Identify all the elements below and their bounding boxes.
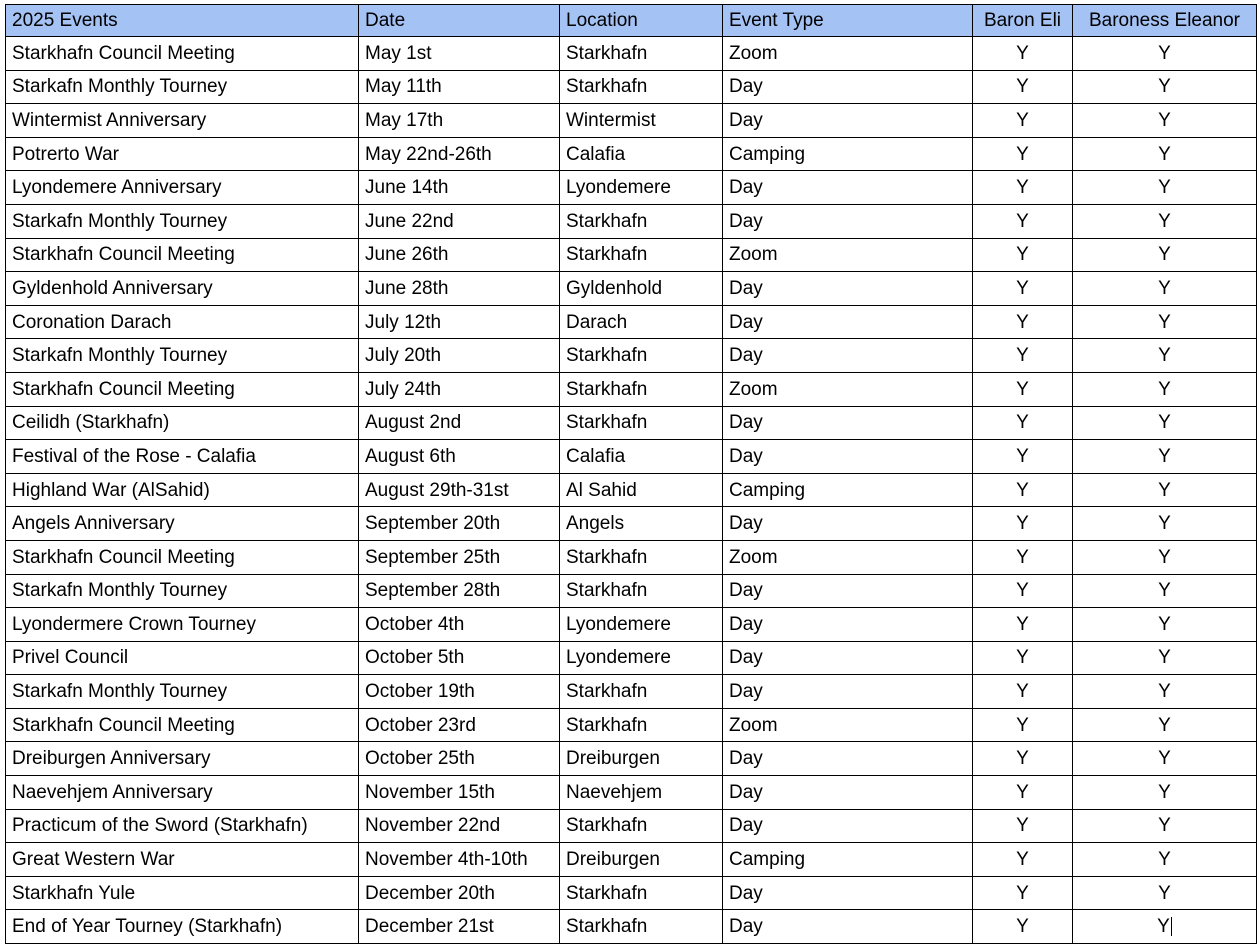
table-row [6,876,1257,910]
baron-eli-cell[interactable]: Y [973,473,1073,507]
event-type-cell[interactable]: Day [723,70,973,104]
event-cell[interactable]: Practicum of the Sword (Starkhafn) [6,809,359,843]
baroness-eleanor-cell[interactable]: Y [1073,843,1257,877]
baroness-eleanor-cell[interactable]: Y [1073,540,1257,574]
date-cell[interactable]: September 28th [359,574,560,608]
baroness-eleanor-cell[interactable]: Y [1073,171,1257,205]
header-cell-date[interactable]: Date [359,5,560,37]
baron-eli-cell[interactable]: Y [973,708,1073,742]
date-cell[interactable]: September 20th [359,507,560,541]
table-row [6,305,1257,339]
baroness-eleanor-cell[interactable]: Y [1073,675,1257,709]
baron-eli-cell[interactable]: Y [973,204,1073,238]
location-cell[interactable]: Starkhafn [560,708,723,742]
event-cell[interactable]: Potrerto War [6,137,359,171]
event-cell[interactable]: End of Year Tourney (Starkhafn) [6,910,359,944]
header-cell-location[interactable]: Location [560,5,723,37]
event-cell[interactable]: Starkhafn Council Meeting [6,540,359,574]
baroness-eleanor-cell[interactable]: Y [1073,339,1257,373]
location-cell[interactable]: Starkhafn [560,406,723,440]
event-type-cell[interactable]: Day [723,272,973,306]
location-cell[interactable]: Starkhafn [560,70,723,104]
table-row [6,238,1257,272]
date-cell[interactable]: November 22nd [359,809,560,843]
date-cell[interactable]: June 28th [359,272,560,306]
date-cell[interactable]: June 14th [359,171,560,205]
date-cell[interactable]: July 12th [359,305,560,339]
baron-eli-cell[interactable]: Y [973,809,1073,843]
table-row [6,574,1257,608]
event-cell[interactable]: Starkhafn Council Meeting [6,37,359,71]
date-cell[interactable]: November 4th-10th [359,843,560,877]
baron-eli-cell[interactable]: Y [973,440,1073,474]
event-cell[interactable]: Coronation Darach [6,305,359,339]
location-cell[interactable]: Starkhafn [560,372,723,406]
date-cell[interactable]: May 11th [359,70,560,104]
date-cell[interactable]: October 4th [359,608,560,642]
baron-eli-cell[interactable]: Y [973,37,1073,71]
event-type-cell[interactable]: Day [723,809,973,843]
baroness-eleanor-cell[interactable]: Y [1073,708,1257,742]
location-cell[interactable]: Dreiburgen [560,742,723,776]
baron-eli-cell[interactable]: Y [973,876,1073,910]
location-cell[interactable]: Starkhafn [560,574,723,608]
baron-eli-cell[interactable]: Y [973,675,1073,709]
location-cell[interactable]: Starkhafn [560,910,723,944]
event-type-cell[interactable]: Zoom [723,708,973,742]
event-cell[interactable]: Wintermist Anniversary [6,104,359,138]
table-row [6,843,1257,877]
baron-eli-cell[interactable]: Y [973,372,1073,406]
baroness-eleanor-cell[interactable]: Y [1073,574,1257,608]
table-row [6,742,1257,776]
baroness-eleanor-cell[interactable]: Y [1073,473,1257,507]
baroness-eleanor-cell[interactable]: Y [1073,204,1257,238]
event-type-cell[interactable]: Day [723,507,973,541]
baroness-eleanor-cell[interactable]: Y [1073,507,1257,541]
table-row [6,104,1257,138]
date-cell[interactable]: October 5th [359,641,560,675]
event-type-cell[interactable]: Day [723,910,973,944]
table-row [6,608,1257,642]
date-cell[interactable]: August 29th-31st [359,473,560,507]
event-type-cell[interactable]: Day [723,608,973,642]
table-header [6,5,1257,37]
event-type-cell[interactable]: Day [723,876,973,910]
baroness-eleanor-cell[interactable]: Y [1073,910,1257,944]
event-cell[interactable]: Starkafn Monthly Tourney [6,70,359,104]
event-type-cell[interactable]: Day [723,675,973,709]
baron-eli-cell[interactable]: Y [973,70,1073,104]
table-row [6,809,1257,843]
event-type-cell[interactable]: Day [723,574,973,608]
event-type-cell[interactable]: Day [723,104,973,138]
location-cell[interactable]: Darach [560,305,723,339]
event-cell[interactable]: Starkhafn Council Meeting [6,238,359,272]
event-cell[interactable]: Highland War (AlSahid) [6,473,359,507]
table-row [6,406,1257,440]
date-cell[interactable]: August 6th [359,440,560,474]
baron-eli-cell[interactable]: Y [973,843,1073,877]
date-cell[interactable]: May 1st [359,37,560,71]
baroness-eleanor-cell[interactable]: Y [1073,305,1257,339]
location-cell[interactable]: Lyondemere [560,608,723,642]
location-cell[interactable]: Starkhafn [560,876,723,910]
table-row [6,675,1257,709]
text-cursor [1171,917,1172,936]
table-row [6,708,1257,742]
date-cell[interactable]: August 2nd [359,406,560,440]
event-type-cell[interactable]: Zoom [723,238,973,272]
table-row [6,137,1257,171]
event-cell[interactable]: Starkhafn Council Meeting [6,372,359,406]
date-cell[interactable]: May 17th [359,104,560,138]
baroness-eleanor-cell[interactable]: Y [1073,37,1257,71]
date-cell[interactable]: December 21st [359,910,560,944]
event-cell[interactable]: Starkafn Monthly Tourney [6,339,359,373]
event-type-cell[interactable]: Day [723,776,973,810]
event-type-cell[interactable]: Camping [723,473,973,507]
baroness-eleanor-cell[interactable]: Y [1073,641,1257,675]
event-cell[interactable]: Gyldenhold Anniversary [6,272,359,306]
event-type-cell[interactable]: Day [723,204,973,238]
baron-eli-cell[interactable]: Y [973,305,1073,339]
table-row [6,641,1257,675]
event-cell[interactable]: Starkafn Monthly Tourney [6,574,359,608]
date-cell[interactable]: October 25th [359,742,560,776]
table-row [6,440,1257,474]
header-row [6,5,1257,37]
date-cell[interactable]: July 24th [359,372,560,406]
event-type-cell[interactable]: Zoom [723,37,973,71]
location-cell[interactable]: Starkhafn [560,540,723,574]
location-cell[interactable]: Naevehjem [560,776,723,810]
date-cell[interactable]: June 26th [359,238,560,272]
header-cell-baroness-eleanor[interactable]: Baroness Eleanor [1073,5,1257,37]
location-cell[interactable]: Wintermist [560,104,723,138]
table-row [6,204,1257,238]
event-cell[interactable]: Great Western War [6,843,359,877]
location-cell[interactable]: Starkhafn [560,204,723,238]
date-cell[interactable]: October 19th [359,675,560,709]
table-body [6,37,1257,944]
table-row [6,372,1257,406]
baroness-eleanor-cell[interactable]: Y [1073,440,1257,474]
header-cell-baron-eli[interactable]: Baron Eli [973,5,1073,37]
date-cell[interactable]: July 20th [359,339,560,373]
baron-eli-cell[interactable]: Y [973,742,1073,776]
baron-eli-cell[interactable]: Y [973,339,1073,373]
location-cell[interactable]: Lyondemere [560,171,723,205]
event-cell[interactable]: Starkafn Monthly Tourney [6,675,359,709]
baroness-eleanor-cell[interactable]: Y [1073,272,1257,306]
baroness-eleanor-cell[interactable]: Y [1073,876,1257,910]
event-cell[interactable]: Privel Council [6,641,359,675]
event-cell[interactable]: Angels Anniversary [6,507,359,541]
event-type-cell[interactable]: Zoom [723,372,973,406]
baron-eli-cell[interactable]: Y [973,137,1073,171]
baroness-eleanor-cell[interactable]: Y [1073,406,1257,440]
baron-eli-cell[interactable]: Y [973,171,1073,205]
baron-eli-cell[interactable]: Y [973,238,1073,272]
location-cell[interactable]: Starkhafn [560,37,723,71]
baron-eli-cell[interactable]: Y [973,608,1073,642]
table-row [6,37,1257,71]
date-cell[interactable]: December 20th [359,876,560,910]
table-row [6,70,1257,104]
baron-eli-cell[interactable]: Y [973,776,1073,810]
baron-eli-cell[interactable]: Y [973,641,1073,675]
location-cell[interactable]: Calafia [560,440,723,474]
baron-eli-cell[interactable]: Y [973,507,1073,541]
event-cell[interactable]: Lyondemere Anniversary [6,171,359,205]
date-cell[interactable]: September 25th [359,540,560,574]
baroness-eleanor-cell[interactable]: Y [1073,776,1257,810]
event-cell[interactable]: Starkhafn Council Meeting [6,708,359,742]
location-cell[interactable]: Angels [560,507,723,541]
date-cell[interactable]: November 15th [359,776,560,810]
baron-eli-cell[interactable]: Y [973,272,1073,306]
event-type-cell[interactable]: Day [723,440,973,474]
table-row [6,272,1257,306]
table-row [6,171,1257,205]
event-type-cell[interactable]: Day [723,339,973,373]
event-type-cell[interactable]: Day [723,406,973,440]
event-type-cell[interactable]: Day [723,305,973,339]
location-cell[interactable]: Starkhafn [560,339,723,373]
location-cell[interactable]: Al Sahid [560,473,723,507]
date-cell[interactable]: June 22nd [359,204,560,238]
table-row [6,540,1257,574]
location-cell[interactable]: Starkhafn [560,675,723,709]
baroness-eleanor-cell[interactable]: Y [1073,742,1257,776]
baroness-eleanor-cell[interactable]: Y [1073,809,1257,843]
baroness-eleanor-cell[interactable]: Y [1073,70,1257,104]
table-row [6,507,1257,541]
event-type-cell[interactable]: Day [723,641,973,675]
baron-eli-cell[interactable]: Y [973,574,1073,608]
table-row [6,776,1257,810]
event-type-cell[interactable]: Camping [723,843,973,877]
table-row [6,339,1257,373]
event-type-cell[interactable]: Day [723,742,973,776]
baron-eli-cell[interactable]: Y [973,104,1073,138]
baron-eli-cell[interactable]: Y [973,910,1073,944]
baron-eli-cell[interactable]: Y [973,540,1073,574]
header-cell-event-type[interactable]: Event Type [723,5,973,37]
baroness-eleanor-cell[interactable]: Y [1073,137,1257,171]
location-cell[interactable]: Dreiburgen [560,843,723,877]
event-cell[interactable]: Ceilidh (Starkhafn) [6,406,359,440]
spreadsheet [5,4,1257,944]
table-row [6,473,1257,507]
event-cell[interactable]: Naevehjem Anniversary [6,776,359,810]
location-cell[interactable]: Lyondemere [560,641,723,675]
event-cell[interactable]: Dreiburgen Anniversary [6,742,359,776]
header-cell-events[interactable]: 2025 Events [6,5,359,37]
baroness-eleanor-cell[interactable]: Y [1073,608,1257,642]
baroness-eleanor-cell[interactable]: Y [1073,104,1257,138]
event-type-cell[interactable]: Camping [723,137,973,171]
table-row [6,910,1257,944]
event-cell[interactable]: Lyondermere Crown Tourney [6,608,359,642]
location-cell[interactable]: Gyldenhold [560,272,723,306]
event-cell[interactable]: Starkafn Monthly Tourney [6,204,359,238]
event-type-cell[interactable]: Day [723,171,973,205]
event-cell[interactable]: Festival of the Rose - Calafia [6,440,359,474]
baroness-eleanor-cell[interactable]: Y [1073,372,1257,406]
baron-eli-cell[interactable]: Y [973,406,1073,440]
location-cell[interactable]: Starkhafn [560,238,723,272]
baroness-eleanor-cell[interactable]: Y [1073,238,1257,272]
location-cell[interactable]: Calafia [560,137,723,171]
event-cell[interactable]: Starkhafn Yule [6,876,359,910]
events-table [5,4,1257,944]
date-cell[interactable]: May 22nd-26th [359,137,560,171]
location-cell[interactable]: Starkhafn [560,809,723,843]
date-cell[interactable]: October 23rd [359,708,560,742]
event-type-cell[interactable]: Zoom [723,540,973,574]
